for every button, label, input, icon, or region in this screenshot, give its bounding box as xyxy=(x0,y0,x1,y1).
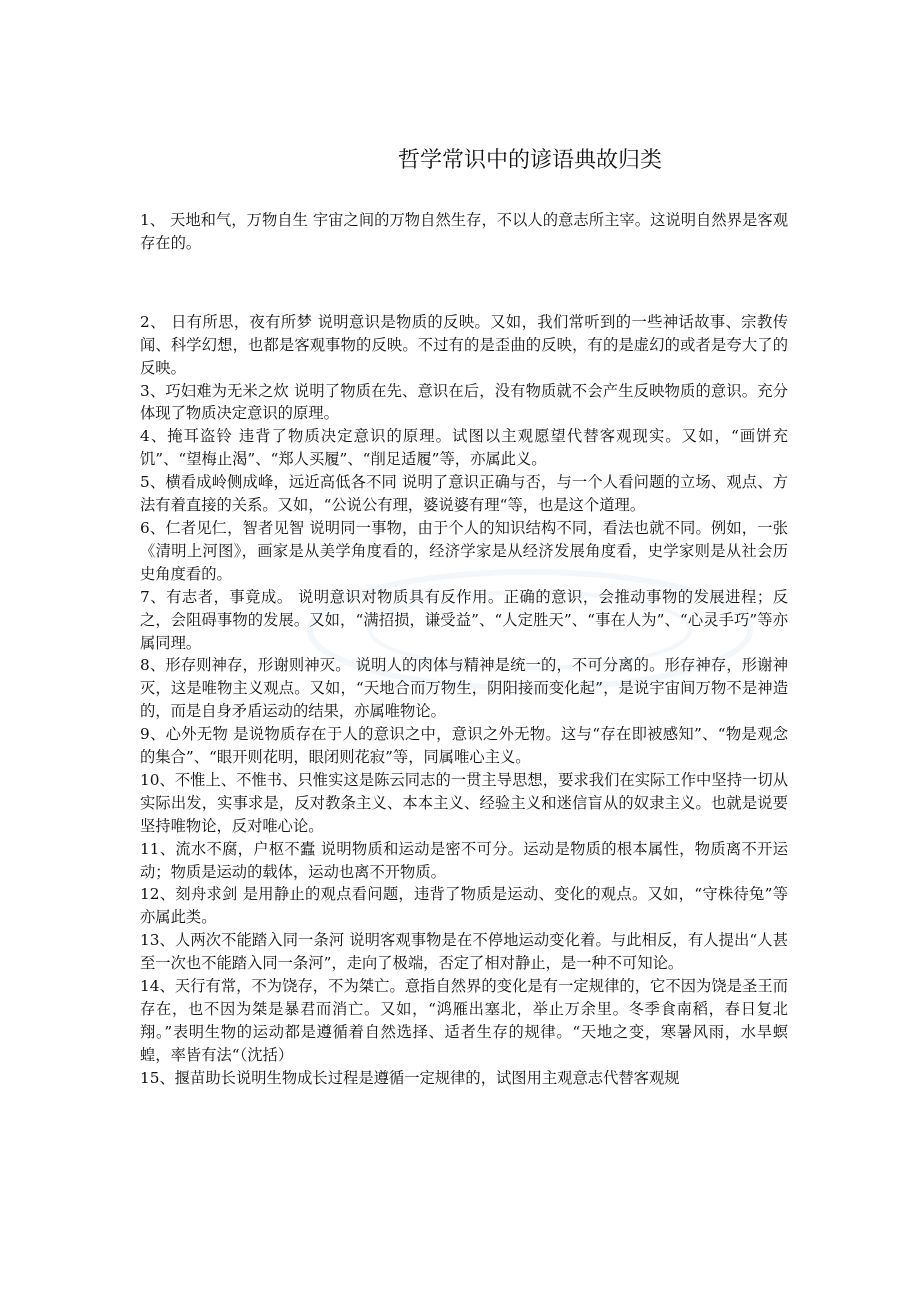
paragraph-3: 3、巧妇难为无米之炊 说明了物质在先、意识在后，没有物质就不会产生反映物质的意识。充分体现了物质决定意识的原理。 xyxy=(140,381,788,423)
paragraph-8: 8、形存则神存，形谢则神灭。 说明人的肉体与精神是统一的，不可分离的。形存神存，形谢神灭，这是唯物主义观点。又如，“天地合而万物生，阴阳接而变化起”，是说宇宙间万物不是神造的，而是自身矛盾运动的结果，亦属唯物论。 xyxy=(140,656,788,721)
paragraph-13: 13、人两次不能踏入同一条河 说明客观事物是在不停地运动变化着。与此相反，有人提出“人甚至一次也不能踏入同一条河”，走向了极端，否定了相对静止，是一种不可知论。 xyxy=(140,931,788,973)
paragraph-1: 1、 天地和气，万物自生 宇宙之间的万物自然生存，不以人的意志所主宰。这说明自然界是客观存在的。 xyxy=(140,211,788,252)
paragraph-11: 11、流水不腐，户枢不蠹 说明物质和运动是密不可分。运动是物质的根本属性，物质离不开运动；物质是运动的载体，运动也离不开物质。 xyxy=(140,839,788,881)
paragraph-9: 9、心外无物 是说物质存在于人的意识之中，意识之外无物。这与“存在即被感知”、“物是观念的集合”、“眼开则花明，眼闭则花寂”等，同属唯心主义。 xyxy=(140,725,788,767)
paragraph-5: 5、横看成岭侧成峰，远近高低各不同 说明了意识正确与否，与一个人看问题的立场、观点、方法有着直接的关系。又如，“公说公有理，婆说婆有理“等，也是这个道理。 xyxy=(140,473,788,515)
paragraph-4: 4、掩耳盗铃 违背了物质决定意识的原理。试图以主观愿望代替客观现实。又如，“画饼充饥”、“望梅止渴”、“郑人买履”、“削足适履”等，亦属此义。 xyxy=(140,427,788,469)
document-body xyxy=(140,209,788,1090)
paragraph-15: 15、揠苗助长说明生物成长过程是遵循一定规律的，试图用主观意志代替客观规 xyxy=(140,1068,680,1087)
paragraph-7: 7、有志者，事竟成。 说明意识对物质具有反作用。正确的意识，会推动事物的发展进程；反之，会阻碍事物的发展。又如，“满招损，谦受益”、“人定胜天”、“事在人为”、“心灵手巧”等亦属同理。 xyxy=(140,587,788,652)
paragraph-2: 2、 日有所思，夜有所梦 说明意识是物质的反映。又如，我们常听到的一些神话故事、宗教传闻、科学幻想，也都是客观事物的反映。不过有的是歪曲的反映，有的是虚幻的或者是夸大了的反映。 xyxy=(140,312,788,377)
paragraph-10: 10、不惟上、不惟书、只惟实这是陈云同志的一贯主导思想，要求我们在实际工作中坚持一切从实际出发，实事求是，反对教条主义、本本主义、经验主义和迷信盲从的奴隶主义。也就是说要坚持唯物论，反对唯心论。 xyxy=(140,770,788,835)
page-title: 哲学常识中的谚语典故归类 xyxy=(398,148,663,173)
paragraph-12: 12、刻舟求剑 是用静止的观点看问题，违背了物质是运动、变化的观点。又如，“守株待兔”等亦属此类。 xyxy=(140,885,788,927)
paragraph-6: 6、仁者见仁，智者见智 说明同一事物，由于个人的知识结构不同，看法也就不同。例如，一张《清明上河图》，画家是从美学角度看的，经济学家是从经济发展角度看，史学家则是从社会历史角度看的。 xyxy=(140,518,788,583)
paragraph-14: 14、天行有常，不为饶存，不为桀亡。意指自然界的变化是有一定规律的，它不因为饶是圣王而存在，也不因为桀是暴君而消亡。又如，“鸿雁出塞北，举止万余里。冬季食南稻，春日复北翔。”表明生物的运动都是遵循着自然选择、适者生存的规律。“天地之变，寒暑风雨，水旱螟蝗，率皆有法“（沈括） xyxy=(140,977,788,1064)
